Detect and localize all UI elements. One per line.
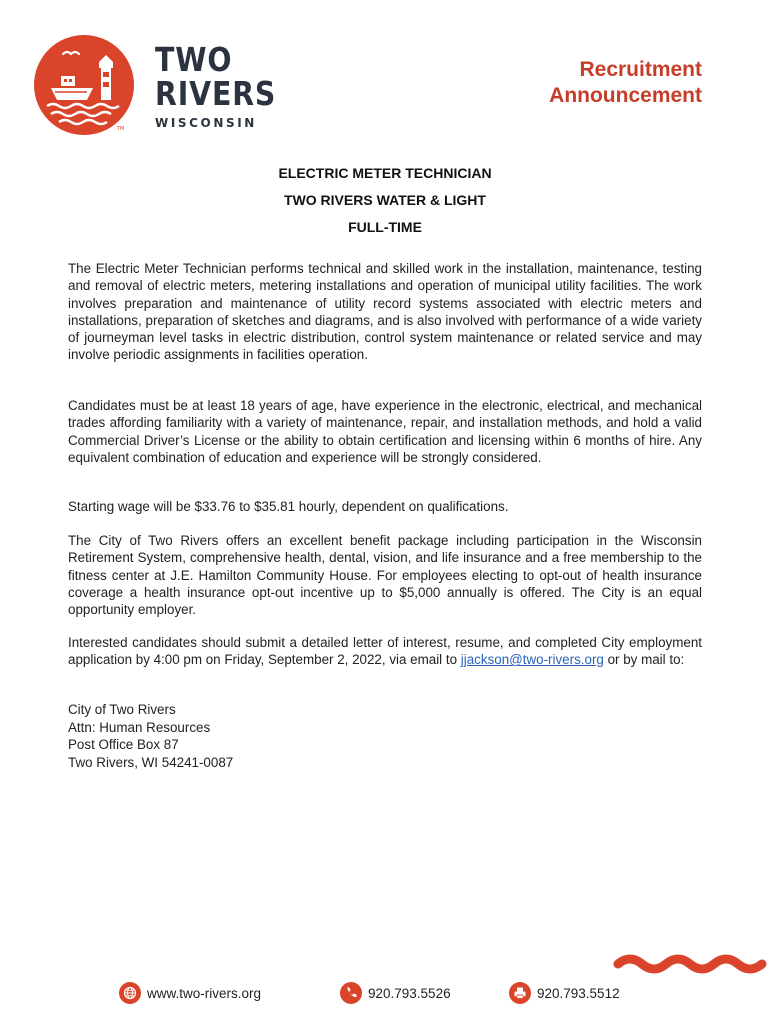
wage-paragraph: Starting wage will be $33.76 to $35.81 hourly, dependent on qualifications. xyxy=(68,499,509,514)
decorative-wave-icon xyxy=(612,950,770,978)
announcement-line-1: Recruitment xyxy=(579,58,702,81)
hr-email-link[interactable]: jjackson@two-rivers.org xyxy=(460,652,604,668)
footer-website xyxy=(119,981,261,1005)
requirements-paragraph: Candidates must be at least 18 years of age, have experience in the electronic, electrical, and mechanical trades affording familiarity with a variety of maintenance, repair, and installation methods, and hold a valid Commercial Driver’s License or the ability to obtain certification and licensing within 6 months of hire. Any equivalent combination of education and experience will be strongly considered. xyxy=(68,398,702,465)
phone-icon xyxy=(340,982,362,1004)
mailing-address xyxy=(68,701,233,771)
address-line: Post Office Box 87 xyxy=(68,737,179,752)
application-text: Interested candidates should submit a detailed letter of interest, resume, and completed City employment application by 4:00 pm on Friday, September 2, 2022, via email to xyxy=(68,635,702,668)
employment-type: FULL-TIME xyxy=(348,219,422,235)
brand-name-wisconsin: WISCONSIN xyxy=(155,116,257,130)
brand-name-rivers: RIVERS xyxy=(155,74,277,113)
globe-icon xyxy=(119,982,141,1004)
city-logo-icon xyxy=(33,34,135,136)
brand-name-two: TWO xyxy=(155,40,233,79)
footer-phone xyxy=(340,981,451,1005)
website-url[interactable]: www.two-rivers.org xyxy=(147,985,262,1001)
footer-fax xyxy=(509,981,620,1005)
address-line: Two Rivers, WI 54241-0087 xyxy=(68,754,234,770)
phone-number: 920.793.5526 xyxy=(368,985,451,1001)
announcement-title xyxy=(549,57,702,109)
benefits-paragraph: The City of Two Rivers offers an excellent benefit package including participation in the Wisconsin Retirement System, comprehensive health, dental, vision, and life insurance and a free membership to the fitness center at J.E. Hamilton Community House. For employees electing to opt-out of health insurance coverage a health insurance opt-out incentive up to $5,000 annually is offered. The City is an equal opportunity employer. xyxy=(68,533,702,618)
logo-trademark: TM xyxy=(117,126,125,132)
address-line: Attn: Human Resources xyxy=(68,719,211,735)
department-title: TWO RIVERS WATER & LIGHT xyxy=(284,192,486,208)
job-description-paragraph: The Electric Meter Technician performs technical and skilled work in the installation, maintenance, testing and removal of electric meters, metering installations and operation of municipal utility facilities. The work involves preparation and maintenance of utility record systems associated with electric meters and installations, preparation of sketches and diagrams, and is also involved with performance of a wide variety of journeyman level tasks in electric distribution, control system maintenance or related service and may involve periodic assignments in facilities operation. xyxy=(68,261,702,363)
fax-icon xyxy=(509,982,531,1004)
job-title: ELECTRIC METER TECHNICIAN xyxy=(278,165,492,181)
application-paragraph xyxy=(68,634,702,669)
announcement-line-2: Announcement xyxy=(549,84,702,107)
fax-number: 920.793.5512 xyxy=(537,985,620,1001)
application-suffix: or by mail to: xyxy=(607,652,685,668)
address-line: City of Two Rivers xyxy=(68,702,176,717)
